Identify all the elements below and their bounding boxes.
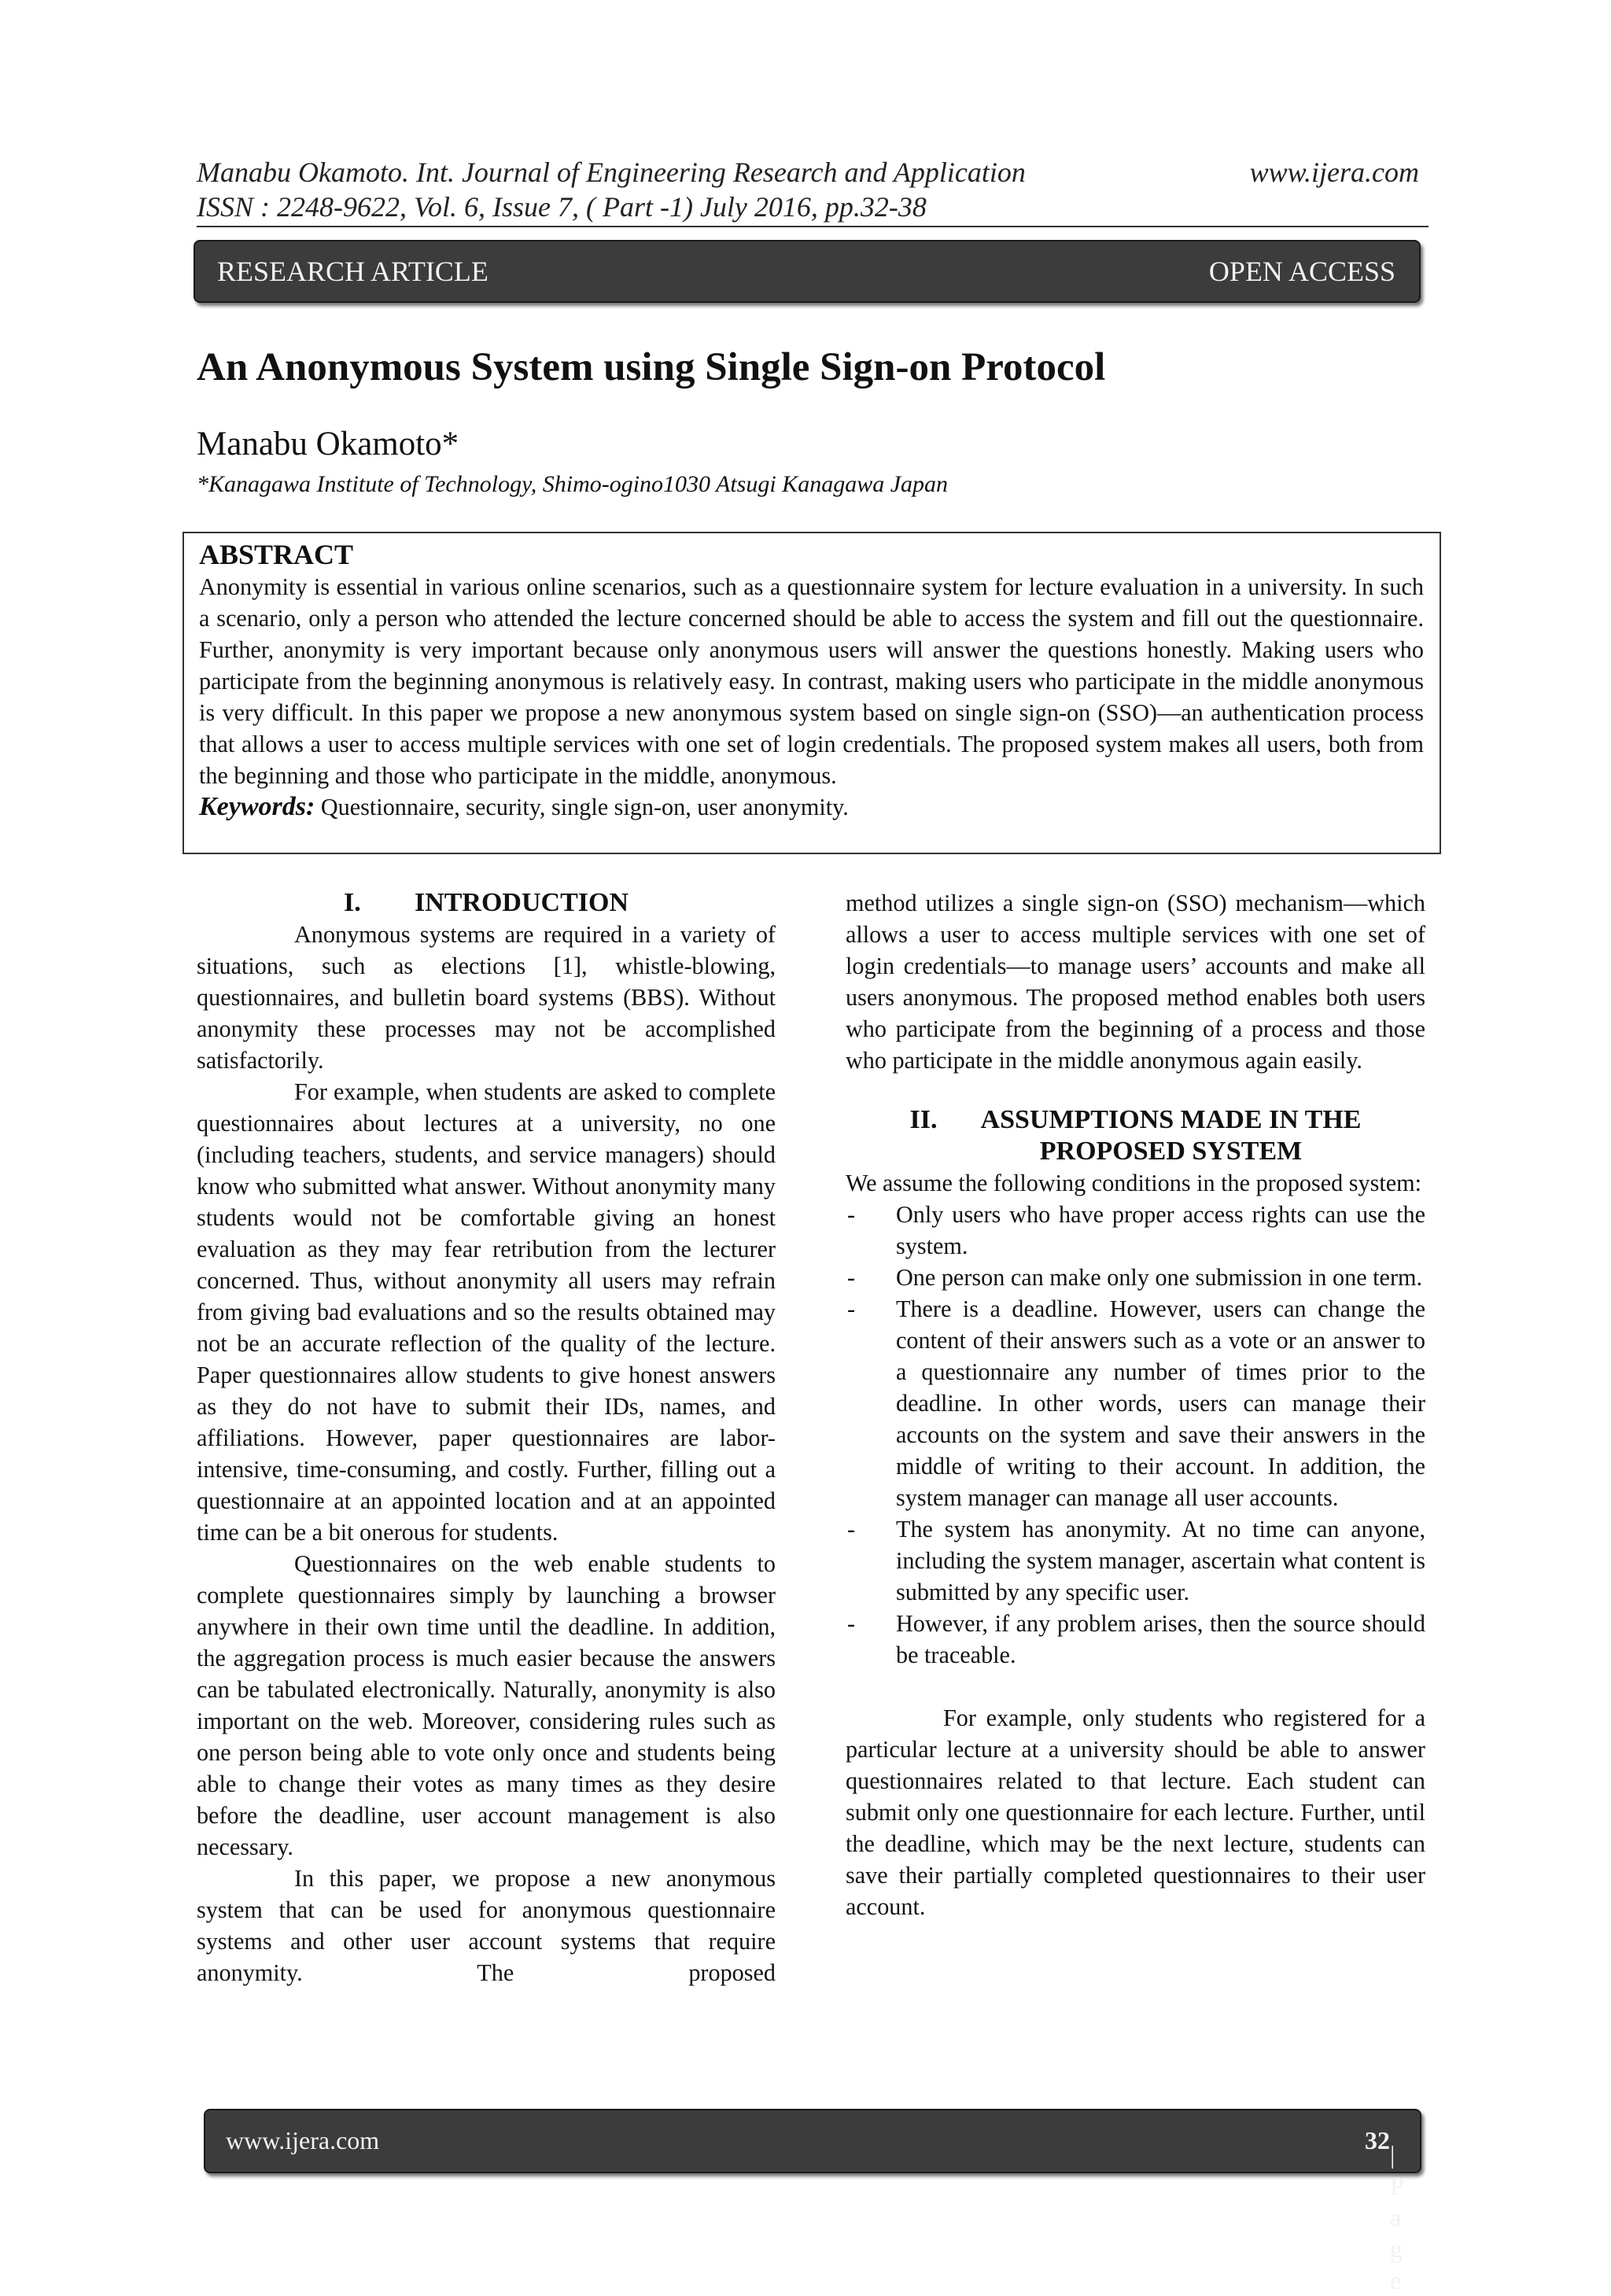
paragraph: Anonymous systems are required in a variety of situations, such as elections [1], whistle-blowing, questionnaires, and bulletin board systems (BBS). Without anonymity these processes may not be accomplished satisfactorily. <box>197 921 776 1074</box>
abstract-box <box>182 532 1441 854</box>
issn-line: ISSN : 2248-9622, Vol. 6, Issue 7, ( Part -1) July 2016, pp.32-38 <box>197 191 927 223</box>
spacer <box>846 1671 1425 1702</box>
abstract-text: Anonymity is essential in various online scenarios, such as a questionnaire system for lecture evaluation in a university. In such a scenario, only a person who attended the lecture concerned should be able to access the system and fill out the questionnaire. Further, anonymity is very important because only anonymous users will answer the questions honestly. Making users who participate from the beginning anonymous is relatively easy. In contrast, making users who participate in the middle anonymous is very difficult. In this paper we propose a new anonymous system based on single sign-on (SSO)—an authentication process that allows a user to access multiple services with one set of login credentials. The proposed system makes all users, both from the beginning and those who participate in the middle, anonymous. <box>199 573 1424 789</box>
section-heading-assumptions <box>846 1104 1425 1167</box>
assumption-list <box>846 1199 1425 1671</box>
research-article-label: RESEARCH ARTICLE <box>217 256 488 287</box>
journal-citation: Manabu Okamoto. Int. Journal of Engineering Research and Application <box>197 157 1026 188</box>
keywords-text: Questionnaire, security, single sign-on, user anonymity. <box>315 794 849 820</box>
paragraph: For example, only students who registered for a particular lecture at a university should be able to answer questionnaires related to that lecture. Each student can submit only one questionnaire for each lecture. Further, until the deadline, which may be the next lecture, students can save their partially completed questionnaires to their user account. <box>846 1704 1425 1920</box>
footer-url[interactable]: www.ijera.com <box>226 2126 380 2154</box>
section-number: I. <box>343 888 361 917</box>
keywords-line <box>199 791 1424 823</box>
section-title-line2: PROPOSED SYSTEM <box>1039 1137 1303 1166</box>
section-title-line1: ASSUMPTIONS MADE IN THE <box>980 1105 1362 1134</box>
section-heading-introduction <box>197 887 776 919</box>
paragraph: In this paper, we propose a new anonymous system that can be used for anonymous questionnaire systems and other user account systems that require anonymity. The proposed <box>197 1865 776 1986</box>
list-item: - However, if any problem arises, then the source should be traceable. <box>846 1608 1425 1671</box>
keywords-label: Keywords: <box>199 792 315 821</box>
paragraph-continuation: method utilizes a single sign-on (SSO) mechanism—which allows a user to access multiple services with one set of login credentials—to manage users’ accounts and make all users anonymous. The proposed method enables both users who participate from the beginning of a process and those who participate in the middle anonymous again easily. <box>846 890 1425 1074</box>
page-label: | P a g e <box>1390 2140 1403 2294</box>
list-item: - There is a deadline. However, users can change the content of their answers such as a vote or an answer to a questionnaire any number of times prior to the deadline. In other words, users can manage their accounts on the system and save their answers in the middle of writing to their account. In addition, the system manager can manage all user accounts. <box>846 1293 1425 1513</box>
paragraph: For example, when students are asked to complete questionnaires about lectures at a university, no one (including teachers, students, and service managers) should know who submitted what answer. Without anonymity many students would not be comfortable giving an honest evaluation as they may fear retribution from the lecturer concerned. Thus, without anonymity all users may refrain from giving bad evaluations and so the results obtained may not be an accurate reflection of the quality of the lecture. Paper questionnaires allow students to give honest answers as they do not have to submit their IDs, names, and affiliations. However, paper questionnaires are labor-intensive, time-consuming, and costly. Further, filling out a questionnaire at an appointed location and at an appointed time can be a bit onerous for students. <box>197 1078 776 1546</box>
left-column <box>197 887 776 1988</box>
header-divider <box>197 226 1429 227</box>
article-type-banner <box>194 240 1421 303</box>
abstract-heading: ABSTRACT <box>199 539 354 570</box>
right-column <box>846 887 1425 1922</box>
author-name: Manabu Okamoto* <box>197 426 459 463</box>
section-number: II. <box>909 1105 938 1134</box>
journal-url[interactable]: www.ijera.com <box>1249 157 1419 188</box>
list-item: - The system has anonymity. At no time can anyone, including the system manager, ascertain what content is submitted by any specific user. <box>846 1513 1425 1608</box>
author-affiliation: *Kanagawa Institute of Technology, Shimo-ogino1030 Atsugi Kanagawa Japan <box>197 471 949 497</box>
section-heading-line <box>846 1104 1425 1136</box>
list-item: - Only users who have proper access rights can use the system. <box>846 1199 1425 1262</box>
spacer <box>846 1076 1425 1104</box>
page-footer <box>204 2109 1421 2294</box>
list-item: - One person can make only one submission in one term. <box>846 1262 1425 1293</box>
page-number: 32 <box>1365 2126 1390 2154</box>
paragraph: Questionnaires on the web enable students to complete questionnaires simply by launching a browser anywhere in their own time until the deadline. In addition, the aggregation process is much easier because the answers can be tabulated electronically. Naturally, anonymity is also important on the web. Moreover, considering rules such as one person being able to vote only once and students being able to change their votes as many times as they desire before the deadline, user account management is also necessary. <box>197 1550 776 1860</box>
open-access-label: OPEN ACCESS <box>1208 256 1395 287</box>
paragraph: We assume the following conditions in the proposed system: <box>846 1170 1422 1196</box>
paper-title: An Anonymous System using Single Sign-on Protocol <box>197 345 1106 389</box>
section-title: INTRODUCTION <box>414 888 629 917</box>
page-indicator <box>1365 2125 1403 2294</box>
